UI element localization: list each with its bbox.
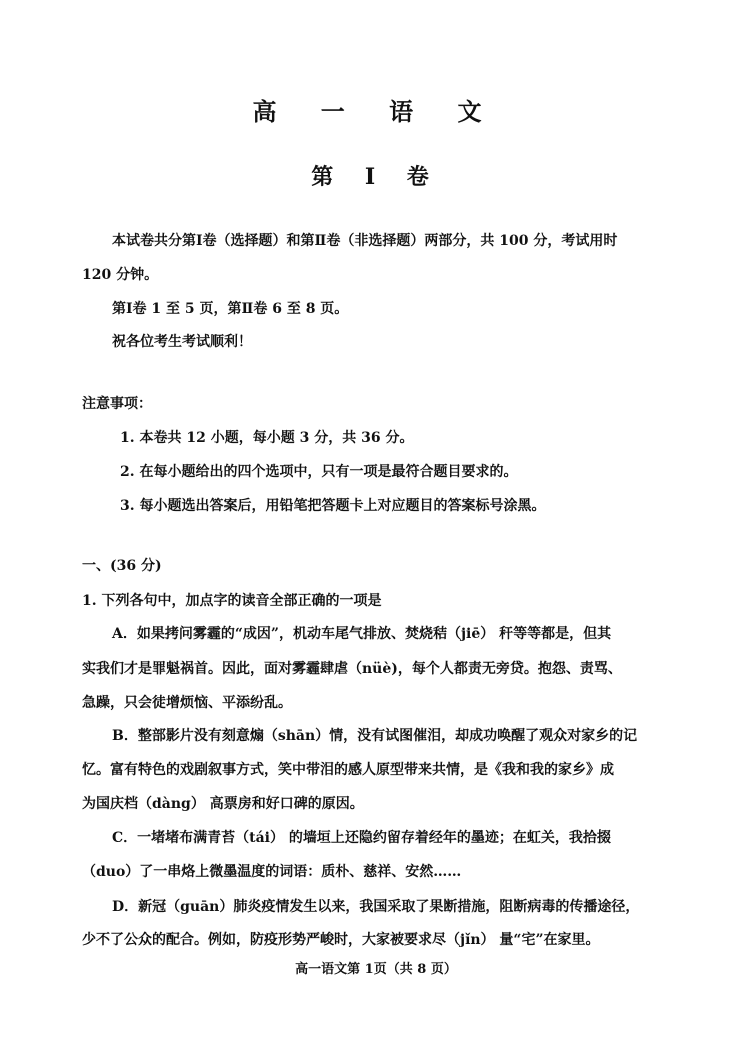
intro-line-1: 本试卷共分第Ⅰ卷（选择题）和第Ⅱ卷（非选择题）两部分，共 100 分，考试用时: [112, 233, 618, 249]
volume-title: 第 Ⅰ 卷: [311, 164, 441, 190]
intro-line-4: 祝各位考生考试顺利！: [112, 334, 252, 350]
option-c-line-1: C．一堵堵布满青苔（tái） 的墙垣上还隐约留存着经年的墨迹；在虹关，我拾掇: [112, 830, 611, 846]
note-item-3: 3. 每小题选出答案后，用铅笔把答题卡上对应题目的答案标号涂黑。: [120, 498, 546, 514]
option-a-line-3: 急躁，只会徒增烦恼、平添纷乱。: [82, 695, 292, 711]
intro-line-3: 第Ⅰ卷 1 至 5 页，第Ⅱ卷 6 至 8 页。: [112, 301, 349, 317]
intro-line-2: 120 分钟。: [82, 267, 159, 283]
option-d-line-1: D．新冠（guān）肺炎疫情发生以来，我国采取了果断措施，阻断病毒的传播途径，: [112, 899, 640, 915]
option-a-line-1: A．如果拷问雾霾的“成因”，机动车尾气排放、焚烧秸（jiē） 秆等等都是，但其: [112, 626, 612, 642]
page-footer: 高一语文第 1页（共 8 页）: [295, 962, 457, 977]
notes-heading: 注意事项：: [82, 396, 152, 412]
option-b-line-1: B．整部影片没有刻意煽（shān）情，没有试图催泪，却成功唤醒了观众对家乡的记: [112, 728, 638, 744]
option-b-line-2: 忆。富有特色的戏剧叙事方式，笑中带泪的感人原型带来共情，是《我和我的家乡》成: [82, 762, 614, 778]
question-1-stem: 1. 下列各句中，加点字的读音全部正确的一项是: [82, 593, 382, 609]
note-item-1: 1. 本卷共 12 小题，每小题 3 分，共 36 分。: [120, 430, 414, 446]
page-title: 高 一 语 文: [252, 97, 500, 126]
section-heading: 一、(36 分): [82, 558, 162, 574]
option-c-line-2: （duo）了一串烙上微墨温度的词语：质朴、慈祥、安然……: [82, 864, 462, 880]
note-item-2: 2. 在每小题给出的四个选项中，只有一项是最符合题目要求的。: [120, 464, 518, 480]
option-b-line-3: 为国庆档（dàng） 高票房和好口碑的原因。: [82, 796, 364, 812]
option-a-line-2: 实我们才是罪魁祸首。因此，面对雾霾肆虐（nüè)，每个人都责无旁贷。抱怨、责骂、: [82, 661, 622, 677]
option-d-line-2: 少不了公众的配合。例如，防疫形势严峻时，大家被要求尽（jǐn） 量“宅”在家里。: [82, 932, 600, 948]
